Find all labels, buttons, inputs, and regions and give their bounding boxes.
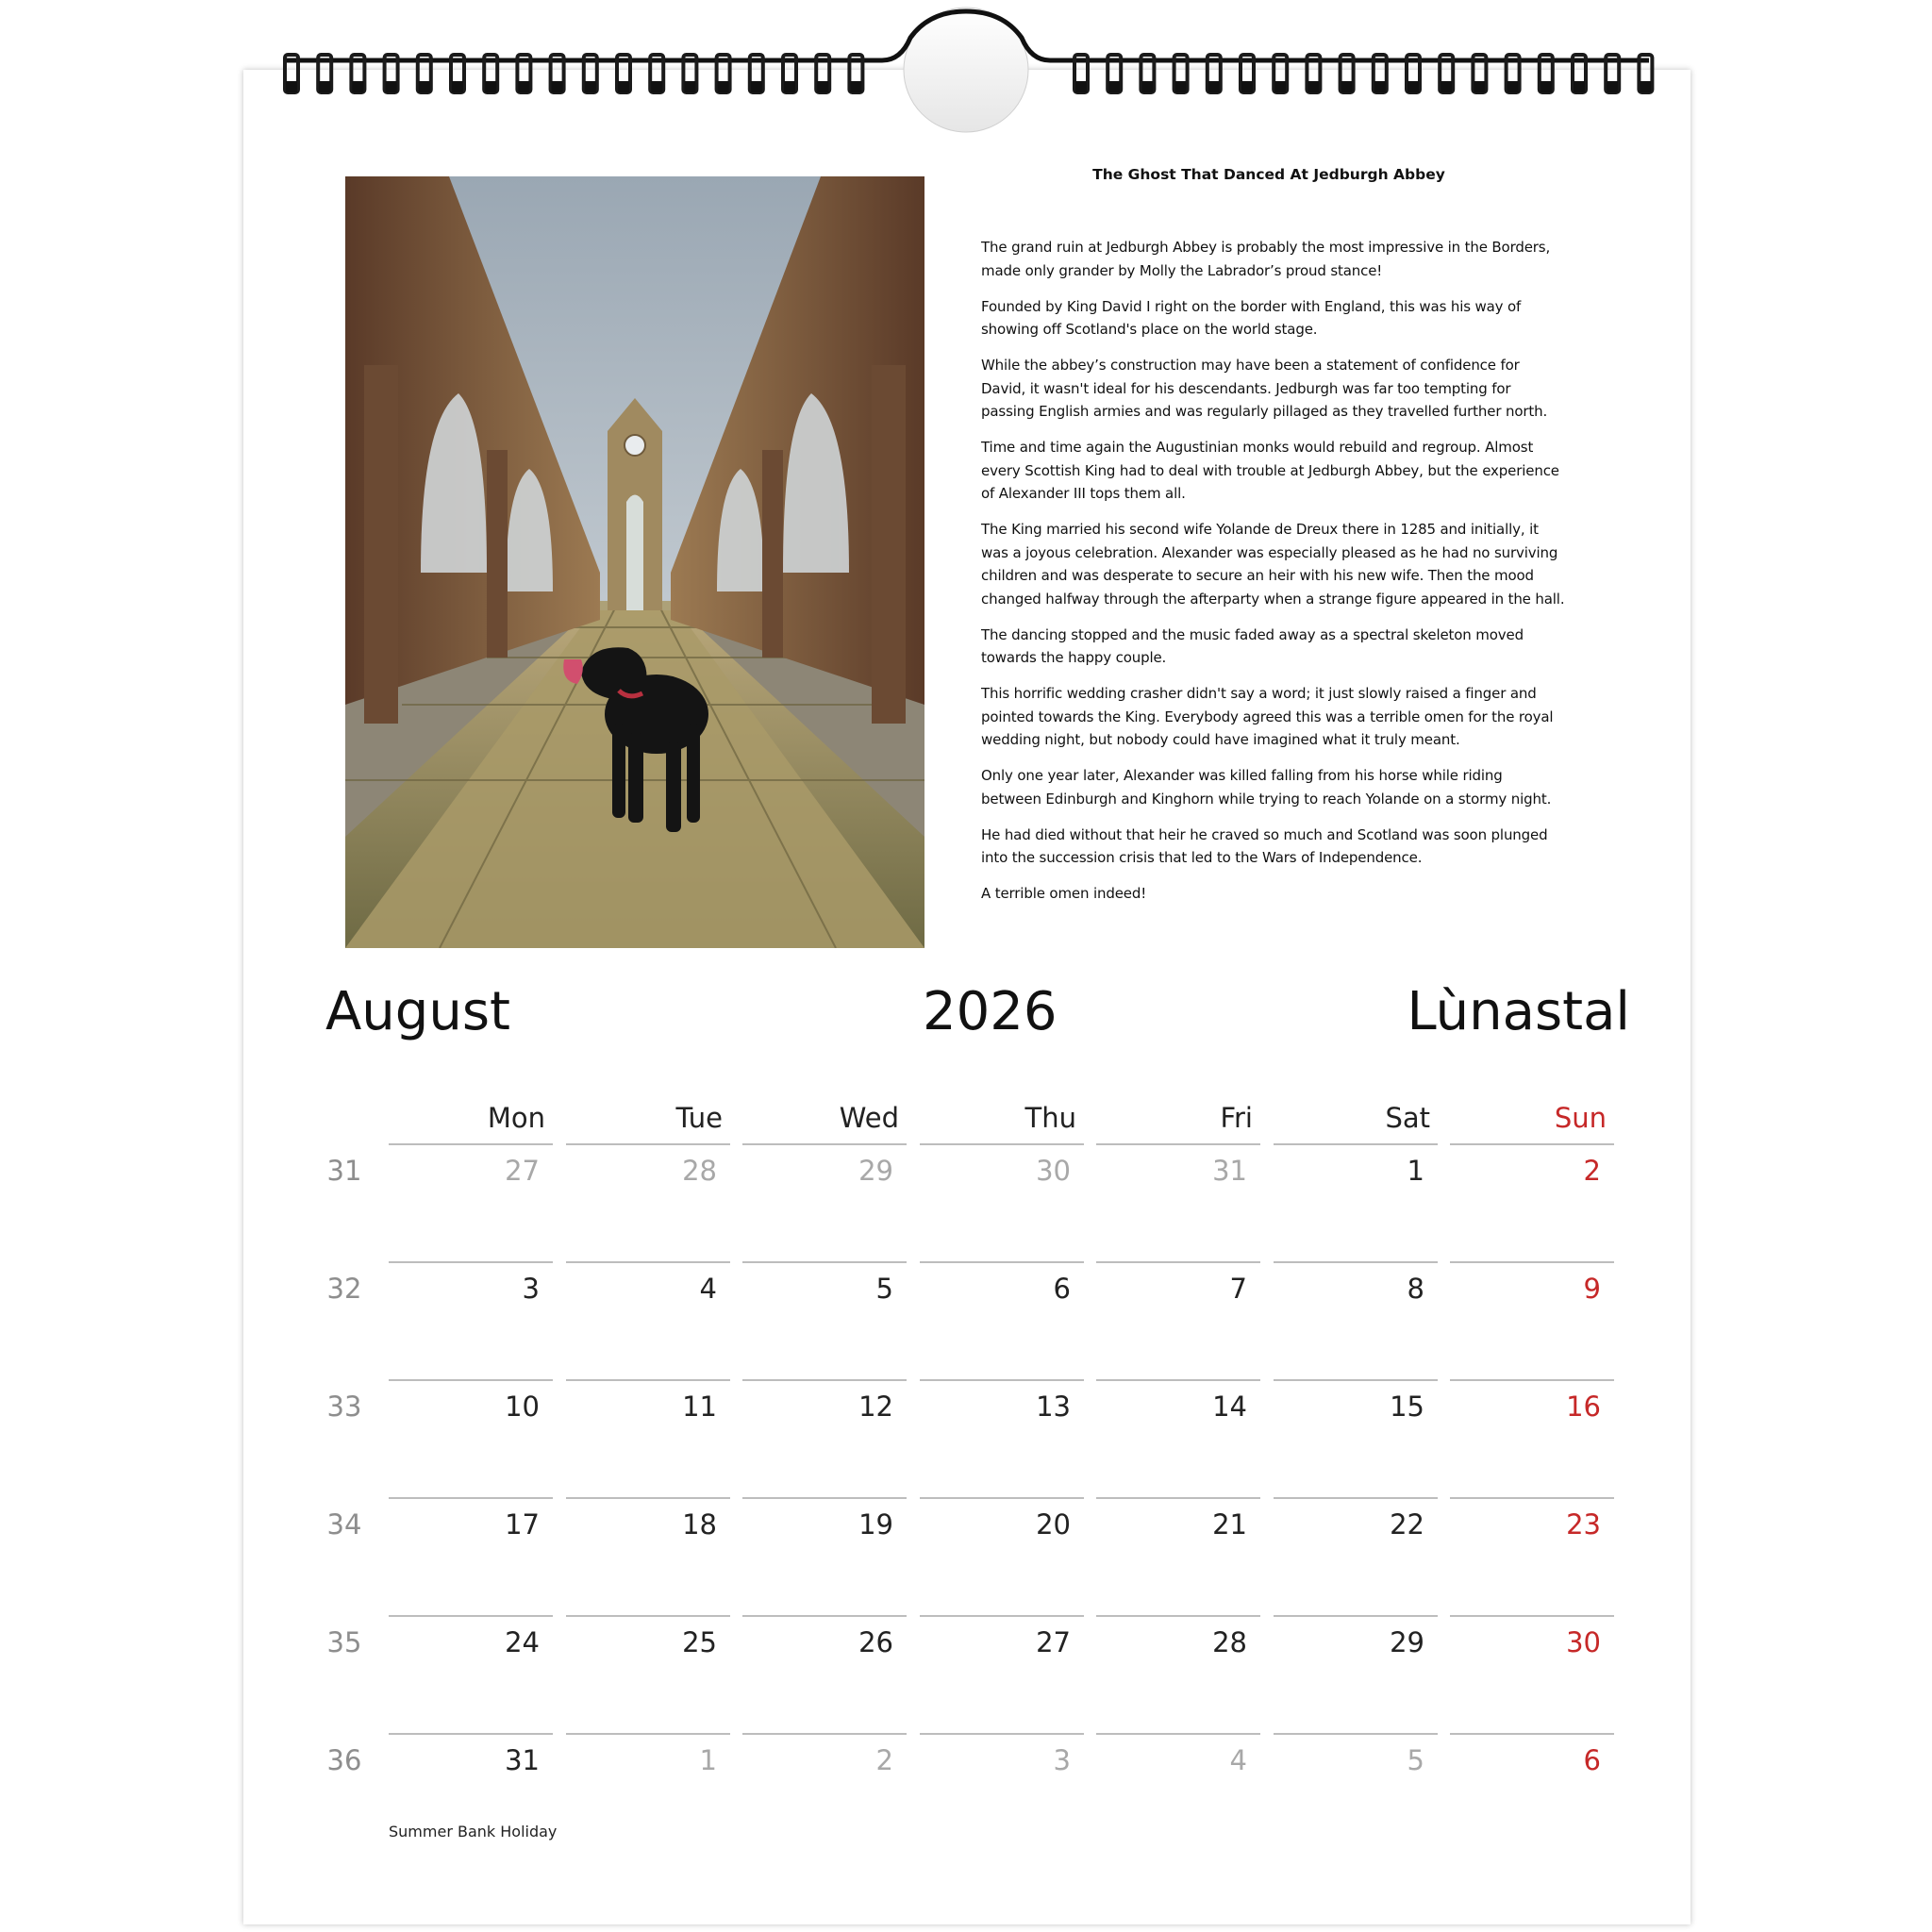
- day-cell-divider: [920, 1733, 1084, 1735]
- binding-hole: [850, 81, 861, 92]
- day-cell-divider: [742, 1733, 907, 1735]
- binding-hole: [1441, 81, 1452, 92]
- day-date: 15: [1390, 1391, 1424, 1423]
- binding-hole: [618, 81, 629, 92]
- binding-hole: [684, 81, 695, 92]
- binding-hole: [1241, 81, 1253, 92]
- day-date: 14: [1212, 1391, 1247, 1423]
- binding-hole: [518, 81, 529, 92]
- binding-hole: [1374, 81, 1386, 92]
- month-title-gaelic: Lùnastal: [1407, 981, 1630, 1042]
- binding-hole: [784, 81, 795, 92]
- day-cell-divider: [389, 1615, 553, 1617]
- day-date: 20: [1036, 1508, 1071, 1541]
- story-title: The Ghost That Danced At Jedburgh Abbey: [1092, 166, 1445, 183]
- adjacent-month-day: 4: [1229, 1744, 1247, 1776]
- day-date: 6: [1053, 1273, 1071, 1305]
- day-cell-divider: [389, 1497, 553, 1499]
- story-paragraph: Only one year later, Alexander was killed falling from his horse while riding between Edinburgh and Kinghorn while trying to reach Yolande on a stormy night.: [981, 767, 1552, 808]
- sunday-date: 23: [1566, 1508, 1601, 1541]
- story-paragraph: While the abbey’s construction may have been a statement of confidence for David, it wasn't ideal for his descendants. Jedburgh was far too tempting for passing English armies and was regularly pillaged as they travelled further north.: [981, 357, 1548, 420]
- binding-hole: [1507, 81, 1519, 92]
- day-date: 8: [1407, 1273, 1424, 1305]
- day-cell-divider: [1096, 1379, 1260, 1381]
- day-cell-divider: [389, 1143, 553, 1145]
- binding-hole: [319, 81, 330, 92]
- day-cell-divider: [1450, 1497, 1614, 1499]
- binding-hole: [1175, 81, 1187, 92]
- day-cell-divider: [566, 1261, 730, 1263]
- story-paragraph: The grand ruin at Jedburgh Abbey is probably the most impressive in the Borders, made only grander by Molly the Labrador’s proud stance!: [981, 239, 1551, 279]
- binding-hole: [1075, 81, 1087, 92]
- day-cell-divider: [1096, 1497, 1260, 1499]
- day-cell-divider: [742, 1261, 907, 1263]
- day-cell-divider: [1274, 1615, 1438, 1617]
- day-date: 10: [505, 1391, 540, 1423]
- day-date: 27: [1036, 1626, 1071, 1658]
- day-date: 3: [522, 1273, 540, 1305]
- binding-hole: [1574, 81, 1585, 92]
- binding-hole: [817, 81, 828, 92]
- adjacent-month-day: 29: [858, 1155, 893, 1187]
- day-cell-divider: [1450, 1379, 1614, 1381]
- day-cell-divider: [1096, 1615, 1260, 1617]
- jedburgh-abbey-with-dog-image: [345, 176, 924, 948]
- day-date: 7: [1229, 1273, 1247, 1305]
- spiral-binding-icon: [0, 0, 1932, 142]
- day-date: 5: [875, 1273, 893, 1305]
- weekday-header-thu: Thu: [1024, 1102, 1076, 1134]
- month-title-english: August: [325, 981, 510, 1042]
- weekday-header-mon: Mon: [487, 1102, 545, 1134]
- adjacent-month-day: 27: [505, 1155, 540, 1187]
- day-cell-divider: [920, 1379, 1084, 1381]
- weekday-header-fri: Fri: [1220, 1102, 1253, 1134]
- day-cell-divider: [1096, 1261, 1260, 1263]
- day-date: 17: [505, 1508, 540, 1541]
- binding-hole: [419, 81, 430, 92]
- day-date: 11: [682, 1391, 717, 1423]
- binding-hole: [1208, 81, 1220, 92]
- day-cell-divider: [566, 1733, 730, 1735]
- adjacent-month-day: 3: [1053, 1744, 1071, 1776]
- binding-hole: [352, 81, 363, 92]
- week-number: 31: [326, 1155, 362, 1187]
- story-paragraph: The King married his second wife Yolande de Dreux there in 1285 and initially, it was a joyous celebration. Alexander was especially pleased as he had no surviving children and was desperate to secure an heir with his new wife. Then the mood changed halfway through the afterparty when a strange figure appeared in the hall.: [981, 521, 1565, 608]
- day-date: 4: [699, 1273, 717, 1305]
- binding-hole: [1141, 81, 1153, 92]
- day-date: 18: [682, 1508, 717, 1541]
- week-number: 35: [326, 1626, 362, 1658]
- day-cell-divider: [566, 1497, 730, 1499]
- day-date: 25: [682, 1626, 717, 1658]
- binding-hole: [585, 81, 596, 92]
- day-date: 31: [505, 1744, 540, 1776]
- binding-hole: [286, 81, 297, 92]
- day-cell-divider: [1096, 1143, 1260, 1145]
- binding-hole: [452, 81, 463, 92]
- year-title: 2026: [923, 981, 1058, 1042]
- binding-hole: [1607, 81, 1618, 92]
- day-cell-divider: [1274, 1143, 1438, 1145]
- adjacent-month-day: 30: [1036, 1155, 1071, 1187]
- day-cell-divider: [742, 1143, 907, 1145]
- sunday-date: 2: [1583, 1155, 1601, 1187]
- binding-hole: [751, 81, 762, 92]
- day-cell-divider: [742, 1615, 907, 1617]
- binding-hole: [718, 81, 729, 92]
- day-date: 13: [1036, 1391, 1071, 1423]
- day-cell-divider: [389, 1261, 553, 1263]
- sunday-date: 6: [1583, 1744, 1601, 1776]
- binding-hole: [1108, 81, 1120, 92]
- day-date: 12: [858, 1391, 893, 1423]
- day-cell-divider: [1450, 1615, 1614, 1617]
- day-date: 21: [1212, 1508, 1247, 1541]
- adjacent-month-day: 1: [699, 1744, 717, 1776]
- day-cell-divider: [920, 1497, 1084, 1499]
- day-cell-divider: [920, 1615, 1084, 1617]
- day-date: 28: [1212, 1626, 1247, 1658]
- day-cell-divider: [389, 1379, 553, 1381]
- binding-hole: [1341, 81, 1353, 92]
- day-cell-divider: [1096, 1733, 1260, 1735]
- sunday-date: 16: [1566, 1391, 1601, 1423]
- day-cell-divider: [566, 1143, 730, 1145]
- binding-hole: [651, 81, 662, 92]
- day-cell-divider: [1450, 1143, 1614, 1145]
- binding-hole: [1407, 81, 1419, 92]
- weekday-header-wed: Wed: [839, 1102, 899, 1134]
- day-date: 29: [1390, 1626, 1424, 1658]
- day-cell-divider: [389, 1733, 553, 1735]
- story-paragraph: Time and time again the Augustinian monks would rebuild and regroup. Almost every Scottish King had to deal with trouble at Jedburgh Abbey, but the experience of Alexander III tops them all.: [981, 439, 1559, 502]
- story-paragraph: Founded by King David I right on the border with England, this was his way of showing off Scotland's place on the world stage.: [981, 297, 1522, 338]
- day-date: 19: [858, 1508, 893, 1541]
- binding-hole: [1541, 81, 1552, 92]
- day-date: 22: [1390, 1508, 1424, 1541]
- day-cell-divider: [920, 1143, 1084, 1145]
- day-cell-divider: [566, 1615, 730, 1617]
- story-paragraph: This horrific wedding crasher didn't say a word; it just slowly raised a finger and pointed towards the King. Everybody agreed this was a terrible omen for the royal wedding night, but nobody could have imagined what it truly meant.: [981, 685, 1554, 748]
- week-number: 34: [326, 1508, 362, 1541]
- day-cell-divider: [1274, 1733, 1438, 1735]
- adjacent-month-day: 2: [875, 1744, 893, 1776]
- adjacent-month-day: 5: [1407, 1744, 1424, 1776]
- adjacent-month-day: 31: [1212, 1155, 1247, 1187]
- story-paragraph: He had died without that heir he craved so much and Scotland was soon plunged into the succession crisis that led to the Wars of Independence.: [981, 825, 1548, 866]
- story-paragraph: A terrible omen indeed!: [981, 885, 1147, 902]
- story-body: [981, 236, 1566, 918]
- weekday-header-sun: Sun: [1554, 1102, 1607, 1134]
- day-cell-divider: [920, 1261, 1084, 1263]
- sunday-date: 30: [1566, 1626, 1601, 1658]
- day-cell-divider: [1274, 1261, 1438, 1263]
- binding-hole: [1274, 81, 1286, 92]
- weekday-header-sat: Sat: [1385, 1102, 1430, 1134]
- day-date: 1: [1407, 1155, 1424, 1187]
- abbey-photo: [345, 176, 924, 948]
- day-date: 26: [858, 1626, 893, 1658]
- week-number: 33: [326, 1391, 362, 1423]
- binding-hole: [386, 81, 397, 92]
- adjacent-month-day: 28: [682, 1155, 717, 1187]
- binding-hole: [552, 81, 563, 92]
- weekday-header-tue: Tue: [675, 1102, 723, 1134]
- day-cell-divider: [1450, 1733, 1614, 1735]
- week-number: 36: [326, 1744, 362, 1776]
- story-paragraph: The dancing stopped and the music faded away as a spectral skeleton moved towards the happy couple.: [981, 625, 1524, 666]
- day-cell-divider: [1274, 1379, 1438, 1381]
- binding-hole: [1307, 81, 1319, 92]
- week-number: 32: [326, 1273, 362, 1305]
- day-cell-divider: [1450, 1261, 1614, 1263]
- day-cell-divider: [1274, 1497, 1438, 1499]
- binding-hole: [1474, 81, 1485, 92]
- holiday-note: Summer Bank Holiday: [389, 1823, 558, 1840]
- day-date: 24: [505, 1626, 540, 1658]
- binding-hole: [485, 81, 496, 92]
- day-cell-divider: [742, 1497, 907, 1499]
- sunday-date: 9: [1583, 1273, 1601, 1305]
- day-cell-divider: [742, 1379, 907, 1381]
- day-cell-divider: [566, 1379, 730, 1381]
- binding-hole: [1640, 81, 1651, 92]
